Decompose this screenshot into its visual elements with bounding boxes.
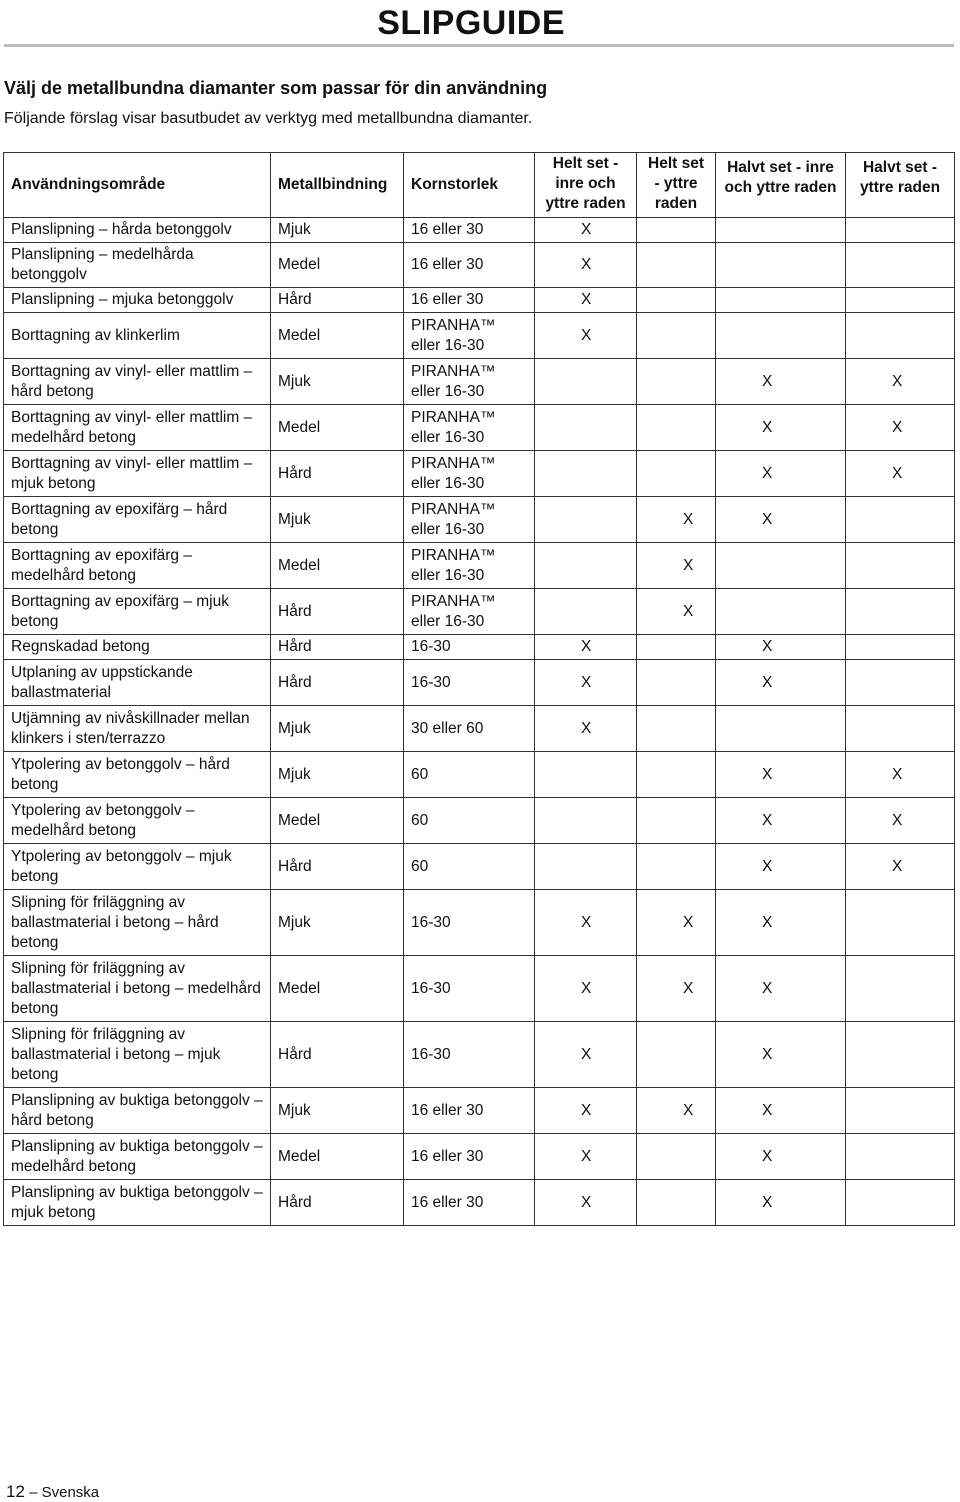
cell-grit: 16 eller 30	[404, 1180, 535, 1226]
cell-half-set-inner-outer	[716, 543, 846, 589]
cell-half-set-outer	[846, 1134, 955, 1180]
cell-bond: Hård	[271, 844, 404, 890]
table-row	[4, 1134, 955, 1180]
cell-bond: Medel	[271, 405, 404, 451]
cell-application: Borttagning av epoxifärg – mjuk betong	[4, 589, 271, 635]
cell-full-set-outer: X	[637, 956, 716, 1022]
table-row	[4, 243, 955, 288]
cell-grit: PIRANHA™ eller 16-30	[404, 497, 535, 543]
cell-half-set-outer	[846, 497, 955, 543]
cell-bond: Medel	[271, 798, 404, 844]
section-heading: Välj de metallbundna diamanter som passar för din användning	[4, 78, 548, 98]
cell-half-set-outer	[846, 288, 955, 313]
cell-bond: Hård	[271, 1022, 404, 1088]
cell-grit: 16-30	[404, 635, 535, 660]
cell-full-set-outer	[637, 798, 716, 844]
cell-half-set-outer	[846, 218, 955, 243]
cell-full-set-inner-outer: X	[535, 706, 637, 752]
cell-half-set-inner-outer: X	[716, 844, 846, 890]
cell-grit: 16-30	[404, 890, 535, 956]
cell-application: Planslipning – mjuka betonggolv	[4, 288, 271, 313]
table-header-row	[4, 153, 955, 218]
table-row	[4, 890, 955, 956]
cell-half-set-outer	[846, 243, 955, 288]
cell-full-set-outer	[637, 635, 716, 660]
cell-full-set-inner-outer: X	[535, 1022, 637, 1088]
cell-bond: Hård	[271, 660, 404, 706]
cell-bond: Hård	[271, 1180, 404, 1226]
cell-full-set-outer	[637, 313, 716, 359]
cell-half-set-outer: X	[846, 844, 955, 890]
cell-grit: 16 eller 30	[404, 1134, 535, 1180]
title-rule	[4, 44, 954, 47]
cell-half-set-outer	[846, 660, 955, 706]
cell-application: Utjämning av nivåskillnader mellan klinkers i sten/terrazzo	[4, 706, 271, 752]
cell-bond: Medel	[271, 543, 404, 589]
cell-half-set-inner-outer: X	[716, 405, 846, 451]
page-title: SLIPGUIDE	[377, 4, 565, 42]
cell-half-set-outer	[846, 313, 955, 359]
cell-full-set-inner-outer: X	[535, 660, 637, 706]
table-row	[4, 288, 955, 313]
cell-application: Borttagning av klinkerlim	[4, 313, 271, 359]
cell-half-set-inner-outer: X	[716, 1134, 846, 1180]
cell-bond: Hård	[271, 635, 404, 660]
cell-full-set-inner-outer: X	[535, 635, 637, 660]
page-number: 12	[6, 1482, 25, 1501]
cell-full-set-outer: X	[637, 1088, 716, 1134]
cell-application: Planslipning – hårda betonggolv	[4, 218, 271, 243]
cell-half-set-inner-outer: X	[716, 752, 846, 798]
cell-half-set-inner-outer: X	[716, 956, 846, 1022]
cell-half-set-inner-outer	[716, 243, 846, 288]
cell-half-set-outer	[846, 1180, 955, 1226]
cell-half-set-inner-outer	[716, 218, 846, 243]
cell-full-set-outer	[637, 359, 716, 405]
cell-application: Slipning för friläggning av ballastmaterial i betong – mjuk betong	[4, 1022, 271, 1088]
table-row	[4, 956, 955, 1022]
cell-grit: 16-30	[404, 1022, 535, 1088]
cell-full-set-inner-outer	[535, 451, 637, 497]
cell-full-set-inner-outer: X	[535, 243, 637, 288]
cell-bond: Medel	[271, 313, 404, 359]
column-header: Metallbindning	[271, 153, 404, 218]
cell-full-set-inner-outer	[535, 589, 637, 635]
cell-half-set-outer: X	[846, 405, 955, 451]
cell-bond: Hård	[271, 288, 404, 313]
cell-full-set-outer: X	[637, 589, 716, 635]
cell-grit: PIRANHA™ eller 16-30	[404, 313, 535, 359]
cell-full-set-inner-outer: X	[535, 313, 637, 359]
footer-language: Svenska	[41, 1484, 100, 1501]
cell-grit: 16 eller 30	[404, 218, 535, 243]
cell-half-set-inner-outer: X	[716, 890, 846, 956]
table-body	[4, 218, 955, 1226]
cell-full-set-inner-outer: X	[535, 288, 637, 313]
cell-full-set-outer	[637, 288, 716, 313]
table-row	[4, 706, 955, 752]
cell-half-set-inner-outer	[716, 288, 846, 313]
cell-grit: 16 eller 30	[404, 288, 535, 313]
cell-bond: Hård	[271, 589, 404, 635]
table-row	[4, 660, 955, 706]
cell-half-set-outer	[846, 1088, 955, 1134]
cell-application: Planslipning av buktiga betonggolv – medelhård betong	[4, 1134, 271, 1180]
cell-bond: Mjuk	[271, 890, 404, 956]
cell-grit: PIRANHA™ eller 16-30	[404, 359, 535, 405]
cell-full-set-outer	[637, 660, 716, 706]
cell-full-set-outer: X	[637, 543, 716, 589]
cell-half-set-outer: X	[846, 798, 955, 844]
cell-grit: PIRANHA™ eller 16-30	[404, 451, 535, 497]
cell-half-set-inner-outer	[716, 589, 846, 635]
cell-full-set-outer	[637, 1022, 716, 1088]
cell-half-set-outer: X	[846, 359, 955, 405]
cell-full-set-outer	[637, 451, 716, 497]
cell-bond: Mjuk	[271, 706, 404, 752]
cell-application: Planslipning – medelhårda betonggolv	[4, 243, 271, 288]
cell-full-set-outer	[637, 243, 716, 288]
cell-grit: 16 eller 30	[404, 1088, 535, 1134]
cell-grit: 16-30	[404, 660, 535, 706]
cell-application: Planslipning av buktiga betonggolv – mjuk betong	[4, 1180, 271, 1226]
cell-half-set-inner-outer: X	[716, 451, 846, 497]
cell-full-set-outer	[637, 844, 716, 890]
cell-application: Borttagning av vinyl- eller mattlim – mjuk betong	[4, 451, 271, 497]
cell-full-set-inner-outer: X	[535, 1088, 637, 1134]
cell-application: Ytpolering av betonggolv – mjuk betong	[4, 844, 271, 890]
table-row	[4, 313, 955, 359]
table-row	[4, 1022, 955, 1088]
cell-full-set-inner-outer	[535, 405, 637, 451]
cell-half-set-inner-outer: X	[716, 660, 846, 706]
cell-application: Borttagning av vinyl- eller mattlim – medelhård betong	[4, 405, 271, 451]
cell-half-set-outer: X	[846, 451, 955, 497]
cell-bond: Medel	[271, 956, 404, 1022]
cell-half-set-outer	[846, 589, 955, 635]
cell-grit: 60	[404, 798, 535, 844]
column-header: Helt set - yttre raden	[637, 153, 716, 218]
table-row	[4, 1180, 955, 1226]
cell-application: Borttagning av epoxifärg – hård betong	[4, 497, 271, 543]
cell-grit: 30 eller 60	[404, 706, 535, 752]
cell-application: Planslipning av buktiga betonggolv – hård betong	[4, 1088, 271, 1134]
cell-full-set-inner-outer: X	[535, 1180, 637, 1226]
grinding-guide-table	[3, 152, 955, 1226]
cell-full-set-inner-outer	[535, 798, 637, 844]
cell-half-set-inner-outer	[716, 706, 846, 752]
cell-full-set-outer	[637, 706, 716, 752]
cell-application: Ytpolering av betonggolv – hård betong	[4, 752, 271, 798]
cell-half-set-inner-outer: X	[716, 1022, 846, 1088]
table-row	[4, 451, 955, 497]
cell-half-set-inner-outer: X	[716, 798, 846, 844]
cell-bond: Medel	[271, 1134, 404, 1180]
table-row	[4, 497, 955, 543]
table-row	[4, 405, 955, 451]
table-row	[4, 589, 955, 635]
cell-grit: PIRANHA™ eller 16-30	[404, 543, 535, 589]
cell-application: Slipning för friläggning av ballastmaterial i betong – hård betong	[4, 890, 271, 956]
footer-dash: –	[29, 1484, 42, 1501]
column-header: Halvt set - yttre raden	[846, 153, 955, 218]
cell-bond: Mjuk	[271, 359, 404, 405]
table-row	[4, 635, 955, 660]
cell-half-set-inner-outer: X	[716, 1180, 846, 1226]
cell-bond: Mjuk	[271, 497, 404, 543]
cell-grit: 16-30	[404, 956, 535, 1022]
cell-half-set-outer	[846, 1022, 955, 1088]
cell-bond: Mjuk	[271, 218, 404, 243]
table-row	[4, 1088, 955, 1134]
cell-half-set-outer	[846, 706, 955, 752]
column-header: Kornstorlek	[404, 153, 535, 218]
cell-bond: Mjuk	[271, 752, 404, 798]
cell-application: Regnskadad betong	[4, 635, 271, 660]
cell-grit: 60	[404, 844, 535, 890]
cell-bond: Medel	[271, 243, 404, 288]
cell-full-set-inner-outer: X	[535, 890, 637, 956]
cell-half-set-outer	[846, 543, 955, 589]
column-header: Användningsområde	[4, 153, 271, 218]
column-header: Helt set - inre och yttre raden	[535, 153, 637, 218]
cell-full-set-inner-outer	[535, 543, 637, 589]
cell-full-set-outer: X	[637, 497, 716, 543]
cell-full-set-outer	[637, 218, 716, 243]
cell-full-set-outer	[637, 752, 716, 798]
cell-full-set-inner-outer: X	[535, 1134, 637, 1180]
cell-half-set-inner-outer: X	[716, 497, 846, 543]
title-bar	[4, 0, 954, 45]
cell-half-set-inner-outer: X	[716, 359, 846, 405]
cell-full-set-outer	[637, 405, 716, 451]
section-intro: Följande förslag visar basutbudet av verktyg med metallbundna diamanter.	[4, 110, 533, 127]
cell-application: Borttagning av epoxifärg – medelhård betong	[4, 543, 271, 589]
table-row	[4, 798, 955, 844]
cell-half-set-outer	[846, 956, 955, 1022]
cell-full-set-outer: X	[637, 890, 716, 956]
cell-application: Utplaning av uppstickande ballastmaterial	[4, 660, 271, 706]
cell-half-set-inner-outer: X	[716, 1088, 846, 1134]
cell-full-set-outer	[637, 1134, 716, 1180]
cell-bond: Mjuk	[271, 1088, 404, 1134]
column-header: Halvt set - inre och yttre raden	[716, 153, 846, 218]
cell-half-set-outer	[846, 635, 955, 660]
cell-full-set-outer	[637, 1180, 716, 1226]
table-row	[4, 543, 955, 589]
cell-grit: 16 eller 30	[404, 243, 535, 288]
cell-half-set-outer	[846, 890, 955, 956]
cell-bond: Hård	[271, 451, 404, 497]
table-row	[4, 844, 955, 890]
cell-half-set-outer: X	[846, 752, 955, 798]
cell-application: Slipning för friläggning av ballastmaterial i betong – medelhård betong	[4, 956, 271, 1022]
cell-grit: PIRANHA™ eller 16-30	[404, 589, 535, 635]
cell-grit: PIRANHA™ eller 16-30	[404, 405, 535, 451]
cell-grit: 60	[404, 752, 535, 798]
cell-full-set-inner-outer: X	[535, 956, 637, 1022]
cell-full-set-inner-outer	[535, 359, 637, 405]
cell-full-set-inner-outer	[535, 752, 637, 798]
cell-application: Ytpolering av betonggolv – medelhård betong	[4, 798, 271, 844]
page-footer	[6, 1482, 99, 1502]
cell-half-set-inner-outer	[716, 313, 846, 359]
table-row	[4, 752, 955, 798]
cell-full-set-inner-outer	[535, 844, 637, 890]
table-row	[4, 218, 955, 243]
cell-full-set-inner-outer: X	[535, 218, 637, 243]
cell-full-set-inner-outer	[535, 497, 637, 543]
cell-application: Borttagning av vinyl- eller mattlim – hård betong	[4, 359, 271, 405]
table-row	[4, 359, 955, 405]
cell-half-set-inner-outer: X	[716, 635, 846, 660]
